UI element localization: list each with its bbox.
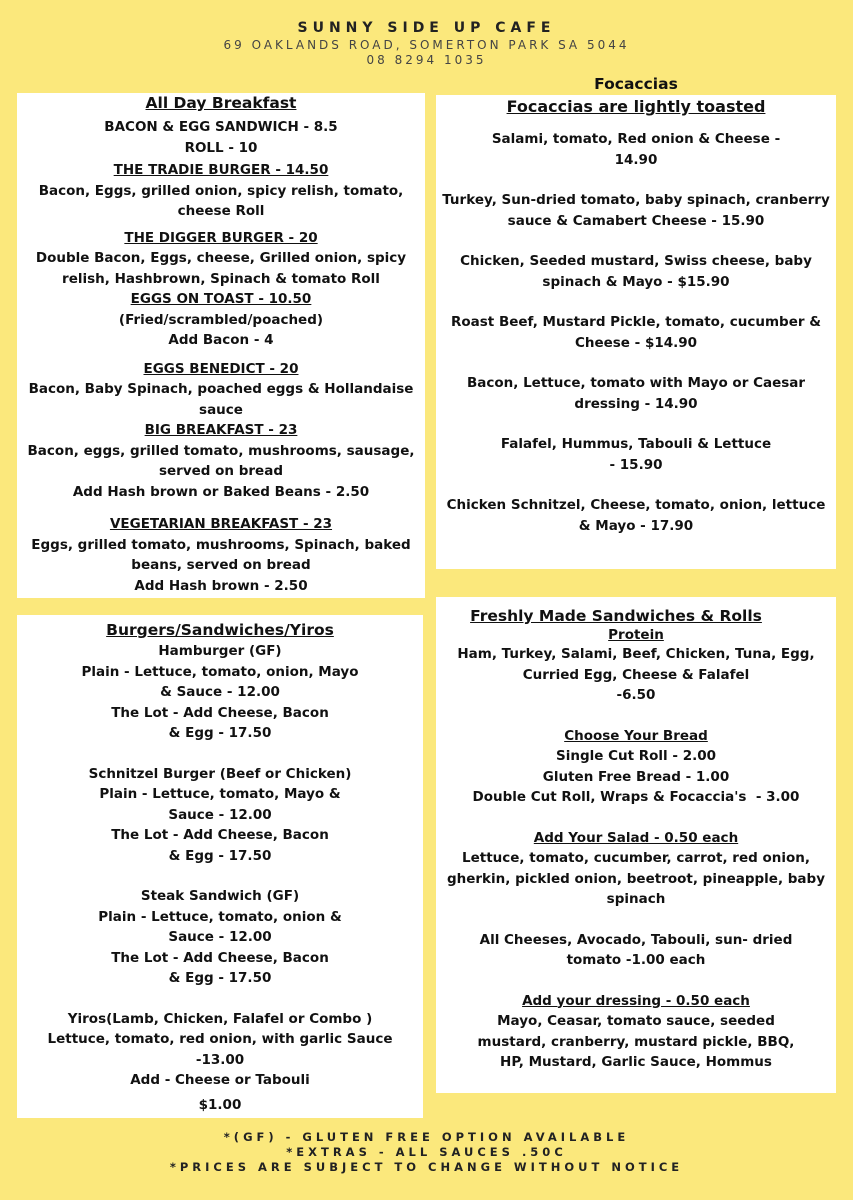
burger-line: Plain - Lettuce, tomato, onion, Mayo & Sauce - 12.00	[81, 663, 359, 700]
menu-item-desc: Bacon, Eggs, grilled onion, spicy relish, tomato, cheese Roll	[38, 182, 404, 219]
burger-name: Yiros(Lamb, Chicken, Falafel or Combo )	[67, 1010, 373, 1027]
bread-line: Double Cut Roll, Wraps & Focaccia's - 3.00	[472, 789, 800, 805]
focaccia-item: Chicken Schnitzel, Cheese, tomato, onion, lettuce & Mayo - 17.90	[446, 497, 826, 534]
burger-line: Lettuce, tomato, red onion, with garlic Sauce -13.00	[47, 1031, 393, 1068]
menu-header	[0, 18, 853, 68]
burgers-panel	[17, 615, 423, 1118]
cafe-name: SUNNY SIDE UP CAFE	[297, 20, 556, 36]
bread-line: Gluten Free Bread - 1.00	[542, 768, 730, 785]
dressing-heading: Add your dressing - 0.50 each	[522, 992, 750, 1009]
burger-name: Steak Sandwich (GF)	[140, 888, 300, 904]
menu-item-name: EGGS ON TOAST - 10.50	[130, 291, 312, 307]
menu-item-desc: Double Bacon, Eggs, cheese, Grilled onion, spicy relish, Hashbrown, Spinach & tomato Roll	[35, 250, 407, 287]
footer-note: *EXTRAS - ALL SAUCES .50C	[286, 1145, 567, 1159]
burger-line: The Lot - Add Cheese, Bacon & Egg - 17.50	[111, 949, 329, 986]
bread-heading: Choose Your Bread	[564, 727, 708, 744]
focaccia-item: Salami, tomato, Red onion & Cheese - 14.90	[491, 131, 781, 168]
menu-item-name: EGGS BENEDICT - 20	[143, 360, 299, 377]
menu-item-desc: Bacon, eggs, grilled tomato, mushrooms, sausage, served on bread	[27, 442, 415, 479]
focaccia-item: Chicken, Seeded mustard, Swiss cheese, baby spinach & Mayo - $15.90	[460, 253, 812, 290]
bread-line: Single Cut Roll - 2.00	[555, 748, 717, 764]
protein-text: Ham, Turkey, Salami, Beef, Chicken, Tuna, Egg, Curried Egg, Cheese & Falafel	[457, 646, 815, 683]
cafe-address: 69 OAKLANDS ROAD, SOMERTON PARK SA 5044	[223, 38, 630, 52]
sandwiches-panel	[436, 597, 836, 1093]
burger-name: Schnitzel Burger (Beef or Chicken)	[88, 765, 352, 782]
menu-item-name: THE DIGGER BURGER - 20	[124, 229, 318, 246]
focaccia-item: Roast Beef, Mustard Pickle, tomato, cucumber & Cheese - $14.90	[450, 314, 822, 351]
focaccia-item: Bacon, Lettuce, tomato with Mayo or Caesar dressing - 14.90	[466, 375, 806, 412]
menu-item-desc: (Fried/scrambled/poached)	[118, 311, 324, 328]
footer-note: *(GF) - GLUTEN FREE OPTION AVAILABLE	[223, 1130, 630, 1144]
burger-name: Hamburger (GF)	[158, 643, 282, 659]
protein-heading: Protein	[608, 627, 664, 643]
extras-text: All Cheeses, Avocado, Tabouli, sun- dried tomato -1.00 each	[479, 931, 793, 968]
burger-line: Add - Cheese or Tabouli	[130, 1072, 310, 1088]
breakfast-title: All Day Breakfast	[145, 94, 297, 112]
dressing-text: Mayo, Ceasar, tomato sauce, seeded mustard, cranberry, mustard pickle, BBQ, HP, Mustard, Garlic Sauce, Hommus	[477, 1013, 795, 1070]
menu-item-name: THE TRADIE BURGER - 14.50	[113, 162, 329, 178]
salad-heading: Add Your Salad - 0.50 each	[533, 829, 739, 846]
menu-item-extra: Add Hash brown - 2.50	[134, 577, 308, 594]
burger-line: The Lot - Add Cheese, Bacon & Egg - 17.50	[111, 704, 329, 741]
burger-line: The Lot - Add Cheese, Bacon & Egg - 17.50	[111, 827, 329, 864]
menu-item-name: ROLL - 10	[184, 139, 258, 156]
focaccia-item: Falafel, Hummus, Tabouli & Lettuce - 15.90	[500, 436, 772, 473]
burgers-title: Burgers/Sandwiches/Yiros	[106, 621, 334, 639]
breakfast-panel	[17, 93, 425, 598]
menu-item-name: VEGETARIAN BREAKFAST - 23	[109, 516, 333, 532]
focaccias-subtitle: Focaccias are lightly toasted	[506, 97, 766, 116]
cafe-phone: 08 8294 1035	[366, 53, 487, 67]
burger-line: Plain - Lettuce, tomato, onion & Sauce - 12.00	[98, 908, 342, 945]
menu-item-extra: Add Bacon - 4	[168, 332, 274, 348]
menu-item-desc: Eggs, grilled tomato, mushrooms, Spinach, baked beans, served on bread	[31, 536, 411, 573]
sandwiches-title: Freshly Made Sandwiches & Rolls	[470, 607, 762, 625]
focaccias-panel	[436, 95, 836, 569]
menu-item-desc: Bacon, Baby Spinach, poached eggs & Hollandaise sauce	[28, 381, 414, 418]
burger-line: $1.00	[198, 1096, 242, 1113]
menu-item-name: BACON & EGG SANDWICH - 8.5	[104, 119, 338, 135]
salad-text: Lettuce, tomato, cucumber, carrot, red onion, gherkin, pickled onion, beetroot, pineapple, baby spinach	[446, 850, 826, 907]
menu-item-extra: Add Hash brown or Baked Beans - 2.50	[72, 483, 370, 500]
protein-price: -6.50	[616, 687, 656, 703]
footer-note: *PRICES ARE SUBJECT TO CHANGE WITHOUT NOTICE	[169, 1160, 684, 1174]
menu-item-name: BIG BREAKFAST - 23	[144, 422, 298, 438]
focaccias-title: Focaccias	[594, 75, 678, 93]
burger-line: Plain - Lettuce, tomato, Mayo & Sauce - 12.00	[99, 786, 341, 823]
focaccia-item: Turkey, Sun-dried tomato, baby spinach, cranberry sauce & Camabert Cheese - 15.90	[442, 192, 830, 229]
menu-footer	[0, 1130, 853, 1175]
